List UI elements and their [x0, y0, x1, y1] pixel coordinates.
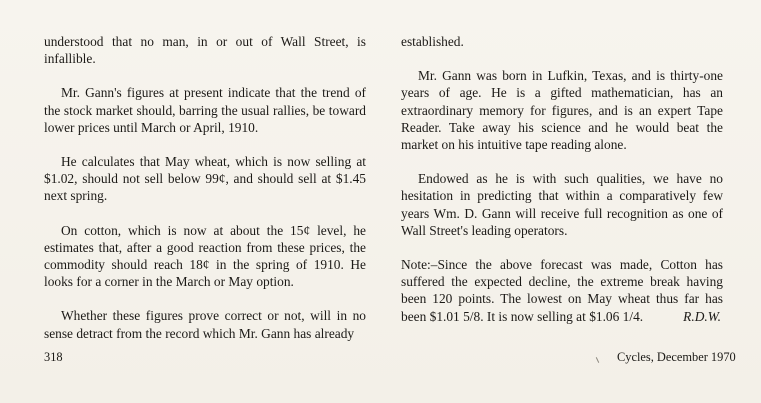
paragraph: Mr. Gann was born in Lufkin, Texas, and is thirty-one years of age. He is a gifted mathematician, has an extraordinary memory for figures, and is an expert Tape Reader. Take away his science and he would beat the market on his intuitive tape reading alone. — [401, 68, 723, 153]
left-column — [44, 33, 366, 359]
paragraph: understood that no man, in or out of Wall Street, is infallible. — [44, 34, 366, 67]
right-column — [401, 33, 723, 342]
page-number: 318 — [44, 350, 63, 364]
note-paragraph — [401, 256, 723, 325]
paragraph: established. — [401, 34, 464, 49]
paragraph: He calculates that May wheat, which is now selling at $1.02, should not sell below 99¢, and should sell at $1.45 next spring. — [44, 154, 366, 204]
paragraph: Whether these figures prove correct or not, will in no sense detract from the record which Mr. Gann has already — [44, 308, 366, 341]
paragraph: Mr. Gann's figures at present indicate that the trend of the stock market should, barring the usual rallies, be toward lower prices until March or April, 1910. — [44, 85, 366, 135]
scan-mark — [596, 357, 599, 363]
paragraph: Endowed as he is with such qualities, we have no hesitation in predicting that within a comparatively few years Wm. D. Gann will receive full recognition as one of Wall Street's leading operators. — [401, 171, 723, 238]
paragraph: On cotton, which is now at about the 15¢ level, he estimates that, after a good reaction from these prices, the commodity should reach 18¢ in the spring of 1910. He looks for a corner in the March or May option. — [44, 222, 366, 290]
publication-footer: Cycles, December 1970 — [617, 350, 736, 364]
author-initials: R.D.W. — [683, 308, 721, 324]
note-text: Note:–Since the above forecast was made, Cotton has suffered the expected decline, the extreme break having been 120 points. The lowest on May wheat thus far has been $1.01 5/8. It is now selling at $1.06 1/4. — [401, 257, 723, 324]
